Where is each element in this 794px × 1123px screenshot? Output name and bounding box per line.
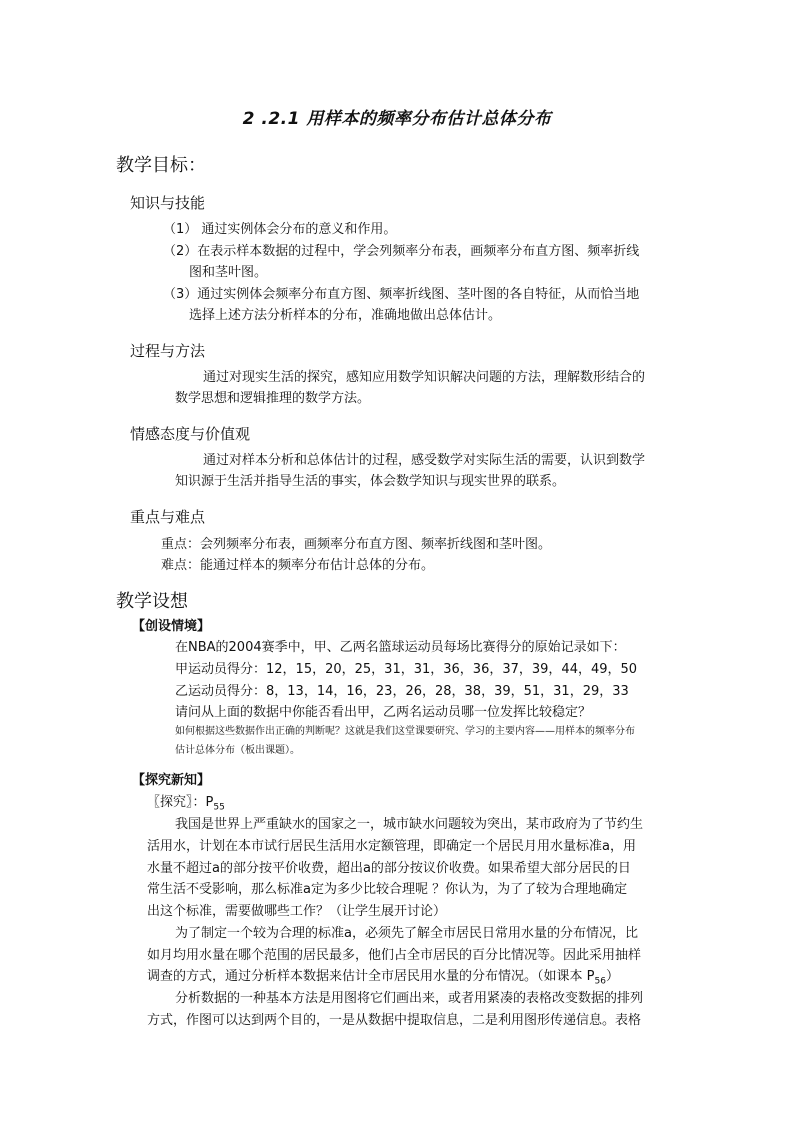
explore-line-8-page: 56 — [594, 976, 606, 987]
teaching-goals-heading: 教学目标： — [116, 155, 206, 176]
emotion-line-1: 通过对样本分析和总体估计的过程，感受数学对实际生活的需要，认识到数学 — [203, 453, 646, 468]
scene-line-3: 乙运动员得分：8，13，14，16，23，26，28，38，39，51，31，29，33 — [175, 684, 629, 699]
difficult-point-line: 难点：能通过样本的频率分布估计总体的分布。 — [161, 558, 435, 573]
process-line-1: 通过对现实生活的探究，感知应用数学知识解决问题的方法，理解数形结合的 — [203, 370, 646, 385]
key-difficult-heading: 重点与难点 — [130, 508, 206, 526]
explore-line-8-text: 调查的方式，通过分析样本数据来估计全市居民用水量的分布情况。（如课本 P — [147, 969, 595, 984]
knowledge-item-3: （3）通过实例体会频率分布直方图、频率折线图、茎叶图的各自特征，从而恰当地 — [163, 287, 640, 302]
process-method-heading: 过程与方法 — [130, 342, 206, 360]
scene-small-line-2: 估计总体分布（板出课题）。 — [175, 745, 300, 756]
knowledge-item-2-cont: 图和茎叶图。 — [189, 265, 268, 280]
emotion-values-heading: 情感态度与价值观 — [130, 425, 251, 443]
knowledge-item-1: （1） 通过实例体会分布的意义和作用。 — [163, 222, 397, 237]
explore-sub-text: 〖探究〗：P — [147, 795, 214, 810]
scene-small-line-1: 如何根据这些数据作出正确的判断呢？这就是我们这堂课要研究、学习的主要内容——用样本的频率分布 — [175, 726, 635, 737]
explore-line-5: 出这个标准，需要做哪些工作？（让学生展开讨论） — [147, 904, 447, 919]
explore-line-8 — [147, 967, 619, 992]
teaching-design-heading: 教学设想 — [116, 591, 188, 612]
knowledge-skills-heading: 知识与技能 — [130, 194, 206, 212]
explore-line-7: 如月均用水量在哪个范围的居民最多，他们占全市居民的百分比情况等。因此采用抽样 — [147, 948, 642, 963]
emotion-line-2: 知识源于生活并指导生活的事实，体会数学知识与现实世界的联系。 — [175, 474, 566, 489]
explore-line-9: 分析数据的一种基本方法是用图将它们画出来，或者用紧凑的表格改变数据的排列 — [175, 991, 644, 1006]
scene-line-1: 在NBA的2004赛季中，甲、乙两名篮球运动员每场比赛得分的原始记录如下： — [175, 640, 626, 655]
process-line-2: 数学思想和逻辑推理的数学方法。 — [175, 391, 371, 406]
explore-line-4: 常生活不受影响，那么标准a定为多少比较合理呢 ？你认为，为了了较为合理地确定 — [147, 882, 628, 897]
explore-line-3: 水量不超过a的部分按平价收费，超出a的部分按议价收费。如果希望大部分居民的日 — [147, 861, 631, 876]
page-title: 2 .2.1 用样本的频率分布估计总体分布 — [242, 109, 552, 129]
explore-line-2: 活用水，计划在本市试行居民生活用水定额管理，即确定一个居民月用水量标准a，用 — [147, 839, 636, 854]
explore-line-1: 我国是世界上严重缺水的国家之一，城市缺水问题较为突出，某市政府为了节约生 — [175, 817, 644, 832]
knowledge-item-3-cont: 选择上述方法分析样本的分布，准确地做出总体估计。 — [189, 308, 502, 323]
scene-line-4: 请问从上面的数据中你能否看出甲，乙两名运动员哪一位发挥比较稳定？ — [175, 705, 592, 720]
explore-line-8-close: ） — [605, 969, 619, 984]
scene-line-2: 甲运动员得分：12，15，20，25，31，31，36，36，37，39，44，49，50 — [175, 662, 638, 677]
explore-line-6: 为了制定一个较为合理的标准a，必须先了解全市居民日常用水量的分布情况，比 — [175, 926, 638, 941]
explore-line-10: 方式，作图可以达到两个目的，一是从数据中提取信息，二是利用图形传递信息。表格 — [147, 1013, 642, 1028]
key-point-line: 重点：会列频率分布表，画频率分布直方图、频率折线图和茎叶图。 — [161, 537, 552, 552]
scene-label: 【创设情境】 — [132, 619, 211, 634]
explore-sub-label — [147, 793, 225, 818]
knowledge-item-2: （2）在表示样本数据的过程中，学会列频率分布表，画频率分布直方图、频率折线 — [163, 244, 640, 259]
explore-sub-page: 55 — [213, 802, 225, 813]
explore-label: 【探究新知】 — [132, 773, 211, 788]
